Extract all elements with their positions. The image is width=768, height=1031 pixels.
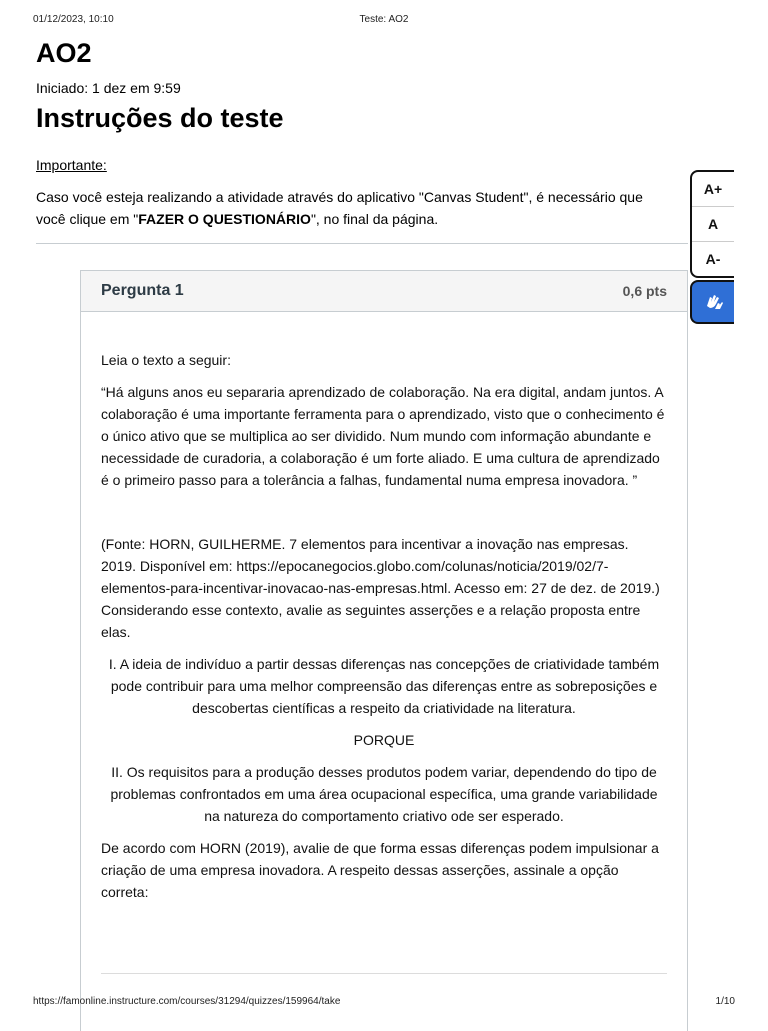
- font-increase-button[interactable]: A+: [692, 172, 734, 207]
- assertion-connector: PORQUE: [353, 732, 415, 748]
- instructions-title: Instruções do teste: [36, 103, 284, 133]
- assertion-1: I. A ideia de indivíduo a partir dessas diferenças nas concepções de criatividade também pode contribuir para uma melhor compreensão das diferenças entre as sobreposições e descobertas científicas a respeito da criatividade na literatura.: [108, 656, 660, 716]
- question-quote: “Há alguns anos eu separaria aprendizado de colaboração. Na era digital, andam juntos. A colaboração é uma importante ferramenta para o aprendizado, visto que o conhecimento é o único ativo que se multiplica ao ser dividido. Num mundo com informação abundante e necessidade de curadoria, a colaboração é um forte aliado. E uma cultura de aprendizado é o primeiro passo para a tolerância a falhas, fundamental numa empresa inovadora. ”: [101, 384, 665, 488]
- print-tab-title: Teste: AO2: [359, 14, 409, 25]
- instructions-line-2: você clique em "FAZER O QUESTIONÁRIO", no final da página.: [36, 211, 439, 227]
- question-body: [101, 349, 667, 913]
- assertion-2: II. Os requisitos para a produção desses produtos podem variar, dependendo do tipo de problemas confrontados em uma área ocupacional específica, uma grande variabilidade na natureza do comportamento criativo ode ser esperado.: [110, 764, 658, 824]
- instructions-text: [36, 186, 688, 230]
- question-prompt: De acordo com HORN (2019), avalie de que forma essas diferenças podem impulsionar a criação de uma empresa inovadora. A respeito dessas asserções, assinale a opção correta:: [101, 840, 659, 900]
- question-intro: Leia o texto a seguir:: [101, 352, 231, 368]
- divider: [36, 243, 688, 244]
- question-header: [81, 271, 687, 312]
- answers-separator: [101, 973, 667, 974]
- print-page-count: 1/10: [715, 996, 735, 1007]
- font-size-widget: [690, 170, 734, 278]
- question-points: 0,6 pts: [622, 283, 667, 299]
- important-label: Importante:: [36, 157, 107, 173]
- font-normal-button[interactable]: A: [692, 207, 734, 242]
- sign-language-hands-icon: [702, 290, 726, 314]
- question-source: (Fonte: HORN, GUILHERME. 7 elementos para incentivar a inovação nas empresas. 2019. Disponível em: https://epocanegocios.globo.com/colunas/noticia/2019/02/7-elementos-para-incentivar-inovacao-nas-empresas.html. Acesso em: 27 de dez. de 2019.) Considerando esse contexto, avalie as seguintes asserções e a relação proposta entre elas.: [101, 536, 660, 640]
- print-url: https://famonline.instructure.com/courses/31294/quizzes/159964/take: [33, 996, 341, 1007]
- question-name: Pergunta 1: [101, 282, 184, 299]
- instructions-line-1: Caso você esteja realizando a atividade através do aplicativo "Canvas Student", é necessário que: [36, 189, 643, 205]
- print-datetime: 01/12/2023, 10:10: [33, 14, 114, 25]
- started-time: Iniciado: 1 dez em 9:59: [36, 80, 181, 96]
- sign-language-button[interactable]: [690, 280, 734, 324]
- fazer-questionario-emphasis: FAZER O QUESTIONÁRIO: [138, 211, 311, 227]
- quiz-title: AO2: [36, 38, 92, 68]
- font-decrease-button[interactable]: A-: [705, 251, 721, 267]
- question-card: [80, 270, 688, 1031]
